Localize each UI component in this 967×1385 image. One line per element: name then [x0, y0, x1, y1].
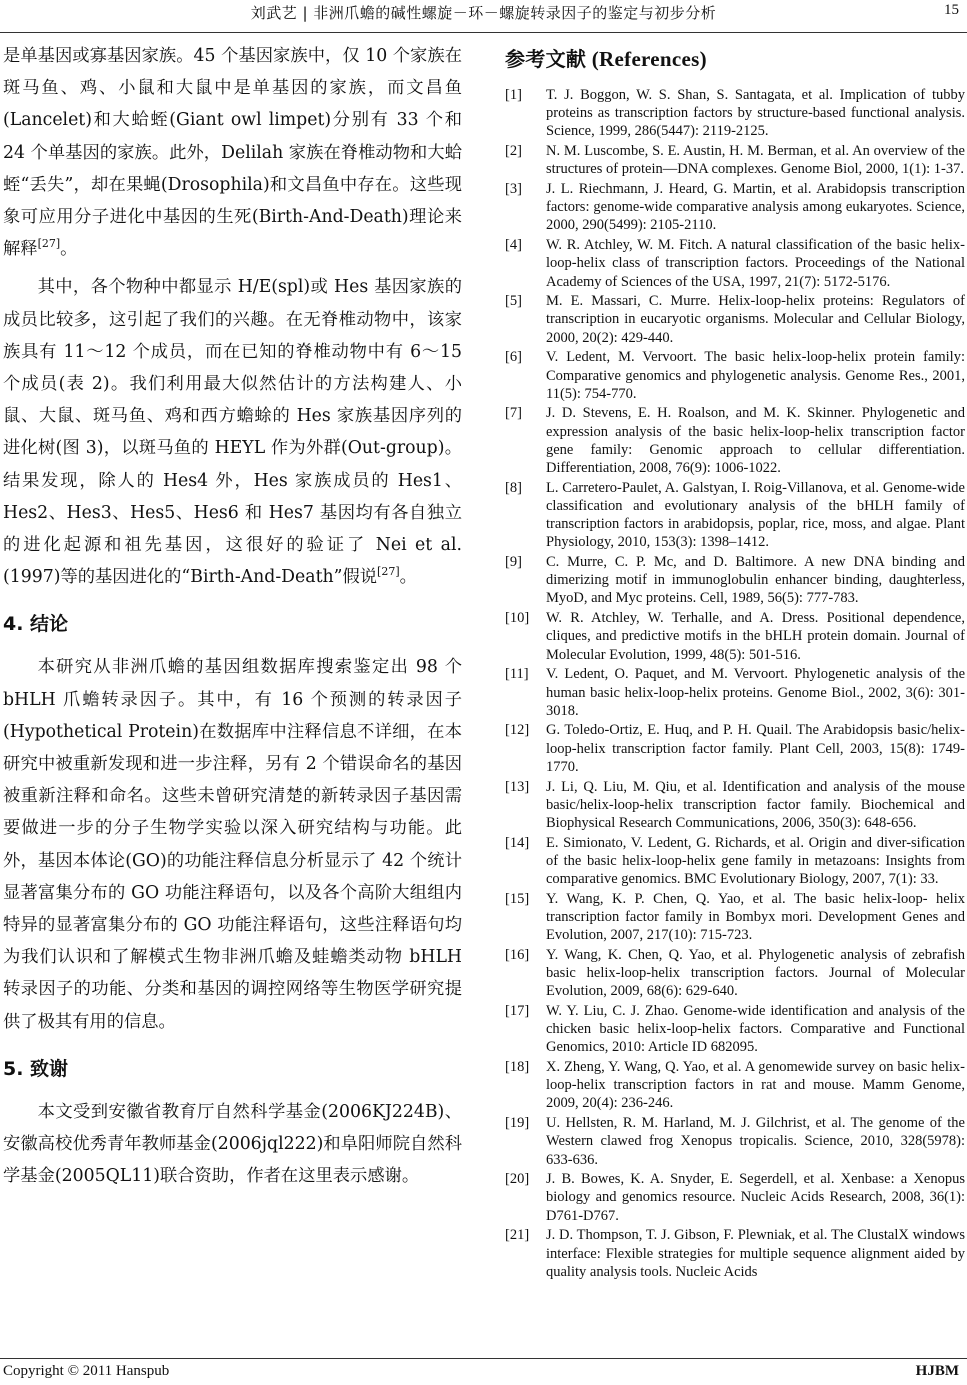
- reference-text: M. E. Massari, C. Murre. Helix-loop-helix proteins: Regulators of transcription in eucaryotic organisms. Molecular and Cellular Biology, 2000, 20(2): 429-440.: [546, 293, 965, 346]
- body-paragraph-1: 是单基因或寡基因家族。45 个基因家族中，仅 10 个家族在斑马鱼、鸡、小鼠和大鼠中是单基因的家族，而文昌鱼(Lancelet)和大蛤蛭(Giant owl limpet)分别有 33 个和 24 个单基因的家族。此外，Delilah 家族在脊椎动物和大蛤蛭“丢失”，却在果蝇(Drosophila)和文昌鱼中存在。这些现象可应用分子进化中基因的生死(Birth-And-Death)理论来解释[27]。: [3, 46, 462, 260]
- reference-text: L. Carretero-Paulet, A. Galstyan, I. Roig-Villanova, et al. Genome-wide classification and evolutionary analysis of the bHLH family of transcription factors in arabidopsis, poplar, rice, moss, and algae. Plant Physiology, 2010, 153(3): 1398–1412.: [546, 479, 965, 551]
- reference-item: [505, 404, 965, 477]
- reference-item: [505, 1226, 965, 1281]
- reference-number: [1]: [505, 87, 522, 103]
- reference-number: [19]: [505, 1115, 530, 1132]
- reference-number: [17]: [505, 1002, 530, 1019]
- reference-number: [21]: [505, 1227, 530, 1244]
- footer-divider: [0, 1358, 967, 1359]
- reference-text: W. R. Atchley, W. M. Fitch. A natural classification of the basic helix-loop-helix class of transcription factors. Proceedings of the National Academy of Sciences of the USA, 1997, 21(7): 5172-5176.: [546, 237, 965, 290]
- reference-item: [505, 721, 965, 776]
- page-number: 15: [944, 2, 959, 18]
- citation: [27]: [37, 237, 61, 251]
- reference-item: [505, 890, 965, 945]
- reference-item: [505, 553, 965, 608]
- reference-number: [13]: [505, 778, 530, 795]
- section-heading-acknowledgement: 5. 致谢: [3, 1057, 69, 1080]
- reference-text: Y. Wang, K. Chen, Q. Yao, et al. Phylogenetic analysis of zebrafish basic helix-loop-helix transcription factors. Journal of Molecular Evolution, 2009, 68(6): 629-640.: [546, 946, 965, 1000]
- reference-number: [4]: [505, 237, 522, 254]
- reference-text: G. Toledo-Ortiz, E. Huq, and P. H. Quail. The Arabidopsis basic/helix-loop-helix transcription factor family. Plant Cell, 2003, 15(8): 1749-1770.: [546, 722, 965, 775]
- citation: [27]: [377, 565, 400, 579]
- reference-item: [505, 86, 965, 141]
- reference-number: [12]: [505, 722, 530, 739]
- reference-number: [20]: [505, 1171, 530, 1188]
- reference-number: [6]: [505, 349, 522, 366]
- reference-text: V. Ledent, O. Paquet, and M. Vervoort. Phylogenetic analysis of the human basic helix-loop-helix proteins. Genome Biol., 2002, 3(6): 301-3018.: [546, 666, 965, 719]
- reference-text: C. Murre, C. P. Mc, and D. Baltimore. A new DNA binding and dimerizing motif in immunoglobulin enhancer binding, daughterless, MyoD, and Myc proteins. Cell, 1989, 56(5): 777-783.: [546, 554, 965, 607]
- reference-number: [2]: [505, 143, 522, 160]
- reference-item: [505, 180, 965, 235]
- reference-number: [3]: [505, 181, 522, 198]
- body-paragraph-4: 本文受到安徽省教育厅自然科学基金(2006KJ224B)、安徽高校优秀青年教师基金(2006jql222)和阜阳师院自然科学基金(2005QL11)联合资助，作者在这里表示感谢。: [3, 1101, 462, 1187]
- reference-item: [505, 1114, 965, 1169]
- reference-number: [18]: [505, 1059, 530, 1076]
- reference-list: [505, 86, 965, 1281]
- page-header: [0, 0, 967, 36]
- reference-number: [9]: [505, 554, 522, 571]
- reference-item: [505, 1170, 965, 1225]
- section-heading-conclusion: 4. 结论: [3, 613, 69, 636]
- reference-item: [505, 834, 965, 889]
- journal-abbreviation: HJBM: [915, 1363, 959, 1379]
- reference-item: [505, 348, 965, 403]
- reference-item: [505, 1002, 965, 1057]
- body-paragraph-2: 其中，各个物种中都显示 H/E(spl)或 Hes 基因家族的成员比较多，这引起了我们的兴趣。在无脊椎动物中，该家族具有 11～12 个成员，而在已知的脊椎动物中有 6～15 个成员(表 2)。我们利用最大似然估计的方法构建人、小鼠、大鼠、斑马鱼、鸡和西方蟾蜍的 Hes 家族基因序列的进化树(图 3)，以斑马鱼的 HEYL 作为外群(Out-group)。结果发现，除人的 Hes4 外，Hes 家族成员的 Hes1、Hes2、Hes3、Hes5、Hes6 和 Hes7 基因均有各自独立的进化起源和祖先基因，这很好的验证了 Nei et al. (1997)等的基因进化的“Birth-And-Death”假说[27]。: [3, 277, 462, 588]
- references-heading: 参考文献 (References): [505, 47, 707, 71]
- reference-number: [7]: [505, 405, 522, 422]
- reference-number: [5]: [505, 293, 522, 310]
- reference-item: [505, 479, 965, 552]
- reference-text: J. L. Riechmann, J. Heard, G. Martin, et al. Arabidopsis transcription factors: genome-wide comparative analysis among eukaryotes. Science, 2000, 290(5499): 2105-2110.: [546, 181, 965, 234]
- reference-item: [505, 142, 965, 178]
- reference-item: [505, 292, 965, 347]
- page-footer: [0, 1358, 967, 1382]
- reference-text: W. R. Atchley, W. Terhalle, and A. Dress. Positional dependence, cliques, and predictive motifs in the bHLH protein domain. Journal of Molecular Evolution, 1999, 48(5): 501-516.: [546, 610, 965, 663]
- reference-text: E. Simionato, V. Ledent, G. Richards, et al. Origin and diver-sification of the basic helix-loop-helix gene family in metazoans: Insights from comparative genomics. BMC Evolutionary Biology, 2007, 7(1): 33.: [546, 834, 965, 888]
- reference-number: [8]: [505, 479, 522, 496]
- reference-number: [16]: [505, 946, 530, 963]
- reference-number: [10]: [505, 610, 530, 627]
- references-column: [505, 40, 965, 1283]
- running-title: 刘武艺 | 非洲爪蟾的碱性螺旋－环－螺旋转录因子的鉴定与初步分析: [250, 4, 717, 22]
- reference-number: [15]: [505, 890, 530, 907]
- reference-text: J. Li, Q. Liu, M. Qiu, et al. Identification and analysis of the mouse basic/helix-loop-helix transcription factor family. Biochemical and Biophysical Research Communications, 2006, 350(3): 648-656.: [546, 778, 965, 831]
- reference-item: [505, 236, 965, 291]
- copyright-notice: Copyright © 2011 Hanspub: [3, 1363, 170, 1379]
- reference-text: J. B. Bowes, K. A. Snyder, E. Segerdell, et al. Xenbase: a Xenopus biology and genomics resource. Nucleic Acids Research, 2008, 36(1): D761-D767.: [546, 1171, 965, 1224]
- reference-text: J. D. Stevens, E. H. Roalson, and M. K. Skinner. Phylogenetic and expression analysis of the basic helix-loop-helix transcription factor gene family: Genomic approach to cellular differentiation. Differentiation, 2008, 76(9): 1006-1022.: [546, 405, 965, 477]
- reference-text: Y. Wang, K. P. Chen, Q. Yao, et al. The basic helix-loop- helix transcription factor family in Bombyx mori. Development Genes and Evolution, 2007, 217(10): 715-723.: [546, 890, 965, 944]
- header-divider: [0, 32, 967, 33]
- left-column: [3, 40, 462, 1193]
- reference-number: [14]: [505, 834, 530, 851]
- reference-text: J. D. Thompson, T. J. Gibson, F. Plewniak, et al. The ClustalX windows interface: Flexible strategies for multiple sequence alignment aided by quality analysis tools. Nucleic Acids: [546, 1227, 965, 1280]
- body-paragraph-3: 本研究从非洲爪蟾的基因组数据库搜索鉴定出 98 个 bHLH 爪蟾转录因子。其中，有 16 个预测的转录因子(Hypothetical Protein)在数据库中注释信息不详细，在本研究中被重新发现和进一步注释，另有 2 个错误命名的基因被重新注释和命名。这些未曾研究清楚的新转录因子基因需要做进一步的分子生物学实验以深入研究结构与功能。此外，基因本体论(GO)的功能注释信息分析显示了 42 个统计显著富集分布的 GO 功能注释语句，以及各个高阶大组组内特异的显著富集分布的 GO 功能注释语句，这些注释语句均为我们认识和了解模式生物非洲爪蟾及蛙蟾类动物 bHLH 转录因子的功能、分类和基因的调控网络等生物医学研究提供了极其有用的信息。: [3, 657, 462, 1032]
- reference-item: [505, 1058, 965, 1113]
- reference-number: [11]: [505, 666, 529, 683]
- reference-item: [505, 778, 965, 833]
- reference-text: X. Zheng, Y. Wang, Q. Yao, et al. A genomewide survey on basic helix-loop-helix transcription factors in rat and mouse. Mamm Genome, 2009, 20(4): 236-246.: [546, 1059, 965, 1112]
- reference-item: [505, 946, 965, 1001]
- reference-item: [505, 609, 965, 664]
- reference-text: V. Ledent, M. Vervoort. The basic helix-loop-helix protein family: Comparative genomics and phylogenetic analysis. Genome Res., 2001, 11(5): 754-770.: [546, 349, 965, 402]
- reference-text: T. J. Boggon, W. S. Shan, S. Santagata, et al. Implication of tubby proteins as transcription factors by structure-based functional analysis. Science, 1999, 286(5447): 2119-2125.: [546, 87, 965, 140]
- reference-text: N. M. Luscombe, S. E. Austin, H. M. Berman, et al. An overview of the structures of protein—DNA complexes. Genome Biol, 2000, 1(1): 1-37.: [546, 143, 965, 178]
- reference-text: U. Hellsten, R. M. Harland, M. J. Gilchrist, et al. The genome of the Western clawed frog Xenopus tropicalis. Science, 2010, 328(5978): 633-636.: [546, 1115, 965, 1168]
- reference-item: [505, 665, 965, 720]
- reference-text: W. Y. Liu, C. J. Zhao. Genome-wide identification and analysis of the chicken basic helix-loop-helix factors. Comparative and Functional Genomics, 2010: Article ID 682095.: [546, 1002, 965, 1056]
